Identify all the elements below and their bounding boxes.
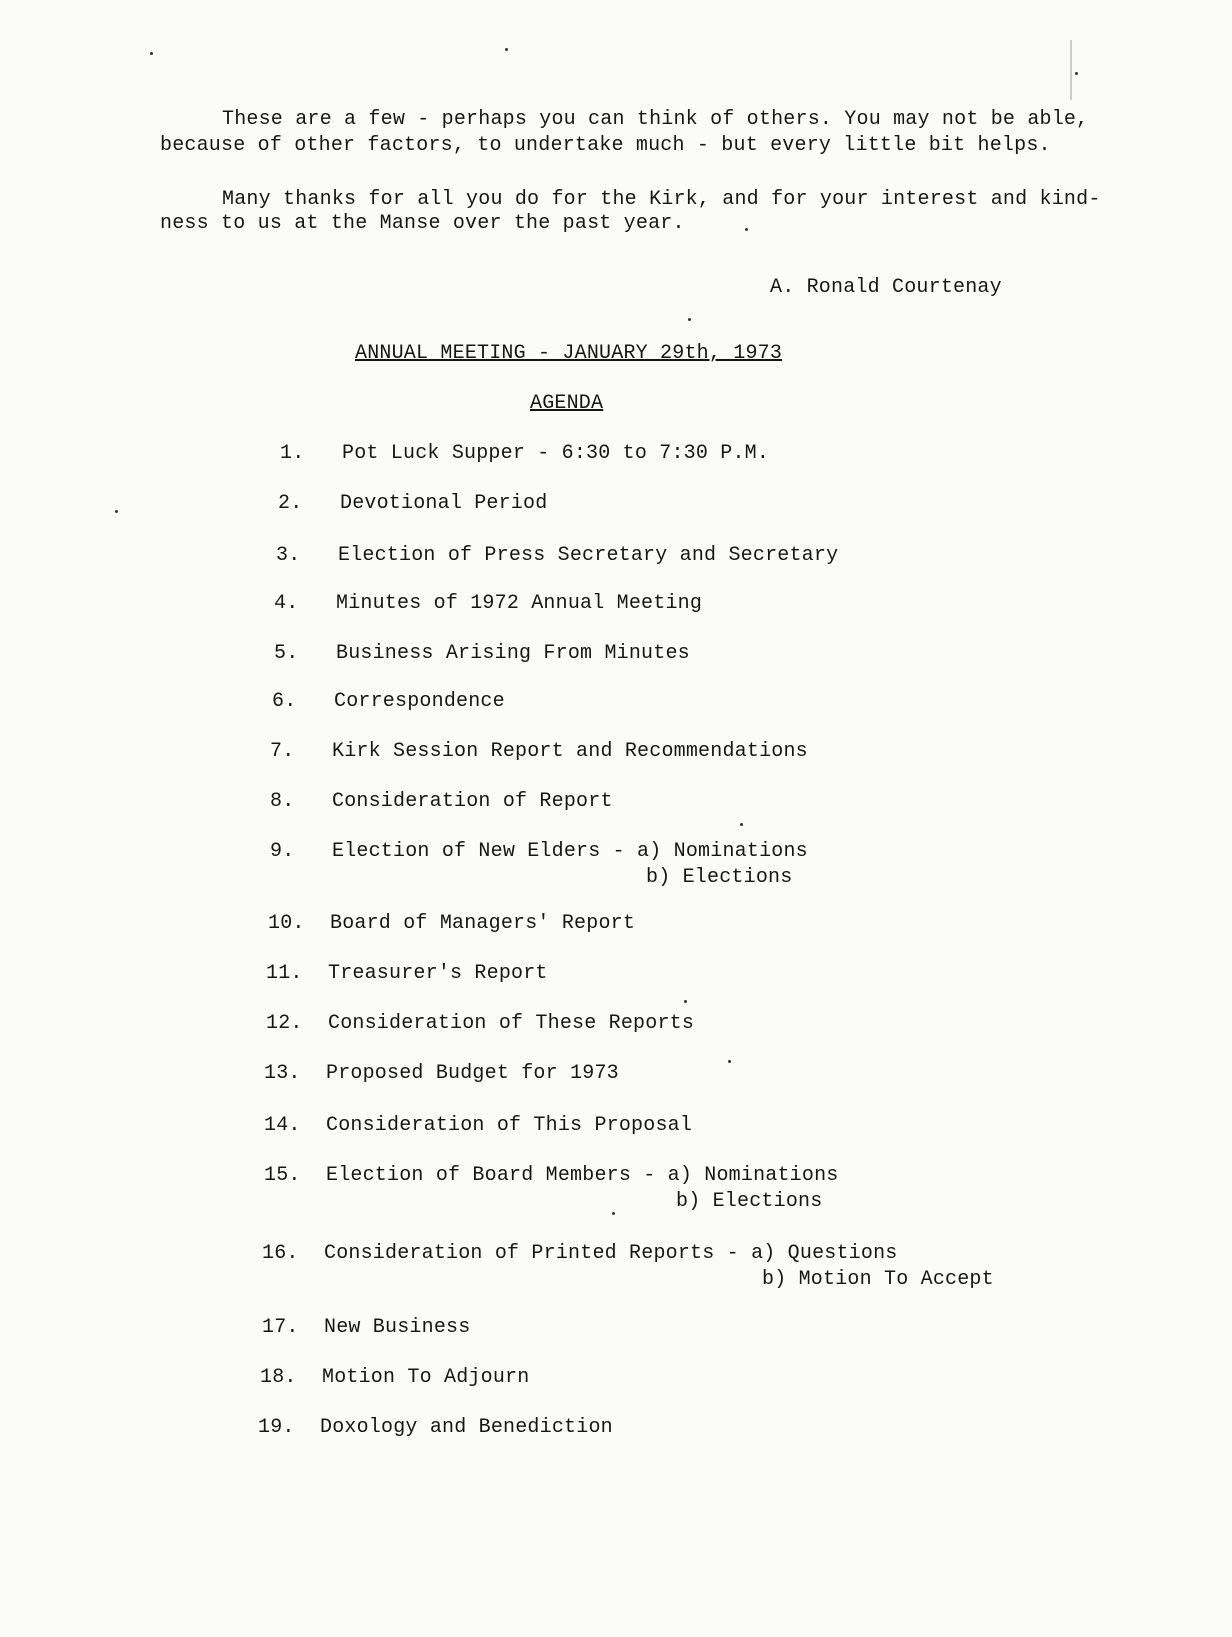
- scan-speck: [1075, 72, 1078, 75]
- letter-paragraph-2-line-2: ness to us at the Manse over the past year.: [160, 212, 685, 235]
- agenda-item: [266, 1012, 694, 1036]
- agenda-item-subline: b) Motion To Accept: [762, 1268, 994, 1291]
- letter-paragraph-1-line-1: These are a few - perhaps you can think of others. You may not be able,: [222, 108, 1089, 131]
- agenda-item-number: 13.: [264, 1062, 301, 1085]
- agenda-item-number: 2.: [278, 492, 303, 515]
- agenda-item: [264, 1114, 692, 1138]
- agenda-item: [270, 790, 613, 814]
- agenda-item-text: New Business: [324, 1316, 471, 1339]
- agenda-item: [274, 642, 690, 666]
- agenda-item-number: 7.: [270, 740, 295, 763]
- scan-speck: [688, 318, 691, 321]
- agenda-item: [264, 1062, 619, 1086]
- agenda-item-number: 14.: [264, 1114, 301, 1137]
- scan-speck: [745, 228, 748, 231]
- agenda-item-text: Consideration of These Reports: [328, 1012, 695, 1035]
- agenda-item-number: 12.: [266, 1012, 303, 1035]
- agenda-item-text: Treasurer's Report: [328, 962, 548, 985]
- agenda-item-text: Election of New Elders - a) Nominations: [332, 840, 808, 863]
- agenda-item-text: Board of Managers' Report: [330, 912, 636, 935]
- agenda-item-number: 5.: [274, 642, 299, 665]
- agenda-item-text: Consideration of Report: [332, 790, 613, 813]
- agenda-item-number: 8.: [270, 790, 295, 813]
- agenda-item: [270, 740, 808, 764]
- agenda-item: [272, 690, 505, 714]
- agenda-item-text: Consideration of This Proposal: [326, 1114, 693, 1137]
- agenda-item: [268, 912, 635, 936]
- agenda-item: [258, 1416, 613, 1440]
- agenda-item-text: Proposed Budget for 1973: [326, 1062, 619, 1085]
- agenda-item-text: Business Arising From Minutes: [336, 642, 690, 665]
- agenda-item: [262, 1242, 898, 1266]
- agenda-item-number: 4.: [274, 592, 299, 615]
- agenda-item-number: 19.: [258, 1416, 295, 1439]
- scan-speck: [684, 1000, 687, 1003]
- meeting-title: ANNUAL MEETING - JANUARY 29th, 1973: [355, 342, 783, 365]
- agenda-item-number: 16.: [262, 1242, 299, 1265]
- agenda-item: [278, 492, 547, 516]
- agenda-item-number: 6.: [272, 690, 297, 713]
- letter-paragraph-1-line-2: because of other factors, to undertake much - but every little bit helps.: [160, 134, 1051, 157]
- agenda-item: [264, 1164, 838, 1188]
- bleed-through-mark: [1070, 40, 1072, 100]
- agenda-item-text: Motion To Adjourn: [322, 1366, 530, 1389]
- agenda-item: [270, 840, 808, 864]
- agenda-item: [276, 544, 838, 568]
- scan-speck: [740, 823, 743, 826]
- agenda-item-number: 15.: [264, 1164, 301, 1187]
- agenda-item-subline: b) Elections: [646, 866, 793, 889]
- agenda-item-number: 18.: [260, 1366, 297, 1389]
- agenda-item: [274, 592, 702, 616]
- agenda-heading: AGENDA: [530, 392, 604, 415]
- agenda-item-number: 9.: [270, 840, 295, 863]
- agenda-item-number: 1.: [280, 442, 305, 465]
- agenda-item: [280, 442, 769, 466]
- agenda-item: [260, 1366, 529, 1390]
- scan-speck: [505, 48, 508, 51]
- agenda-item-text: Kirk Session Report and Recommendations: [332, 740, 808, 763]
- agenda-item-text: Minutes of 1972 Annual Meeting: [336, 592, 703, 615]
- scan-speck: [150, 52, 153, 55]
- agenda-item: [262, 1316, 470, 1340]
- agenda-item-text: Pot Luck Supper - 6:30 to 7:30 P.M.: [342, 442, 770, 465]
- agenda-item-text: Election of Board Members - a) Nominations: [326, 1164, 839, 1187]
- agenda-item-number: 11.: [266, 962, 303, 985]
- scan-speck: [612, 1212, 615, 1215]
- agenda-item-text: Devotional Period: [340, 492, 548, 515]
- scan-speck: [728, 1060, 731, 1063]
- agenda-item-text: Election of Press Secretary and Secretary: [338, 544, 839, 567]
- signature: A. Ronald Courtenay: [770, 276, 1002, 299]
- agenda-item-number: 10.: [268, 912, 305, 935]
- agenda-item-number: 17.: [262, 1316, 299, 1339]
- letter-paragraph-2-line-1: Many thanks for all you do for the Kirk, and for your interest and kind-: [222, 188, 1101, 211]
- agenda-item-text: Correspondence: [334, 690, 505, 713]
- agenda-item-text: Consideration of Printed Reports - a) Questions: [324, 1242, 898, 1265]
- agenda-item-text: Doxology and Benediction: [320, 1416, 613, 1439]
- scan-speck: [115, 510, 118, 513]
- agenda-item: [266, 962, 548, 986]
- agenda-item-number: 3.: [276, 544, 301, 567]
- agenda-item-subline: b) Elections: [676, 1190, 823, 1213]
